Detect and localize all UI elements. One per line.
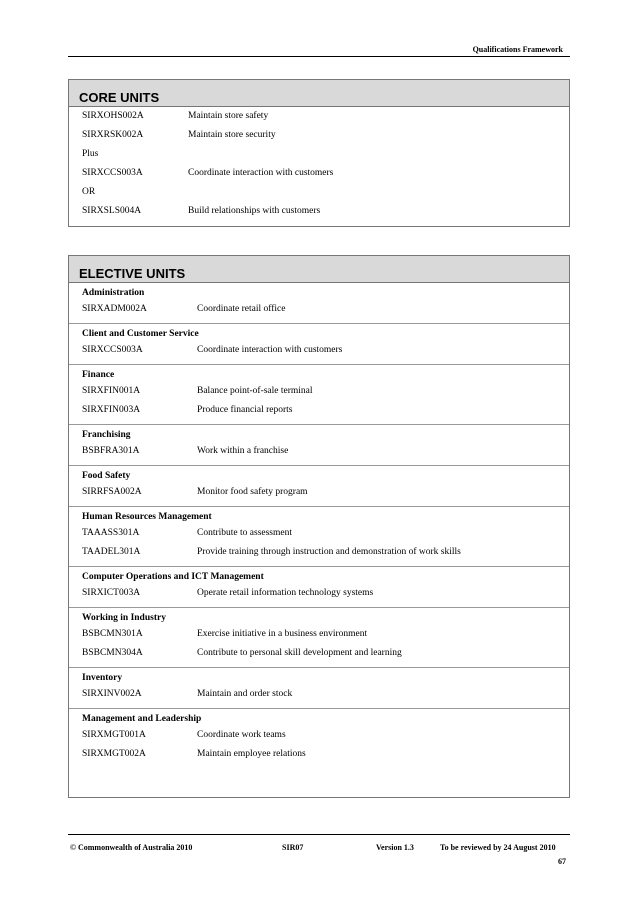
unit-code: SIRXOHS002A xyxy=(82,111,144,121)
unit-group xyxy=(69,506,569,566)
unit-row xyxy=(69,202,569,221)
unit-description: Maintain and order stock xyxy=(197,689,293,699)
unit-code: BSBFRA301A xyxy=(82,446,140,456)
unit-group-title: Finance xyxy=(82,370,115,380)
unit-row xyxy=(69,126,569,145)
unit-description: Exercise initiative in a business environment xyxy=(197,629,368,639)
elective-units-heading: ELECTIVE UNITS xyxy=(69,256,569,283)
unit-code: SIRXFIN001A xyxy=(82,386,141,396)
unit-row xyxy=(69,145,569,164)
unit-description: Provide training through instruction and demonstration of work skills xyxy=(197,547,461,557)
unit-description: Coordinate retail office xyxy=(197,304,286,314)
unit-description: Maintain employee relations xyxy=(197,749,306,759)
unit-description: Maintain store safety xyxy=(188,111,269,121)
unit-code: TAADEL301A xyxy=(82,547,141,557)
page-number: 67 xyxy=(558,857,566,866)
unit-description: Maintain store security xyxy=(188,130,276,140)
unit-row xyxy=(69,685,569,704)
unit-row xyxy=(69,300,569,319)
unit-description: Contribute to personal skill development and learning xyxy=(197,648,402,658)
unit-description: Coordinate work teams xyxy=(197,730,286,740)
unit-description: Work within a franchise xyxy=(197,446,289,456)
elective-units-groups xyxy=(69,283,569,768)
header-rule xyxy=(68,56,570,57)
elective-units-table xyxy=(68,255,570,798)
footer-rule xyxy=(68,834,570,835)
unit-description: Produce financial reports xyxy=(197,405,293,415)
unit-code: SIRXRSK002A xyxy=(82,130,144,140)
unit-row xyxy=(69,107,569,126)
unit-code: TAAASS301A xyxy=(82,528,140,538)
unit-group-title: Client and Customer Service xyxy=(82,329,199,339)
unit-row xyxy=(69,524,569,543)
unit-row xyxy=(69,183,569,202)
unit-row xyxy=(69,442,569,461)
unit-group xyxy=(69,607,569,667)
unit-group xyxy=(69,708,569,768)
unit-row xyxy=(69,164,569,183)
unit-description: Monitor food safety program xyxy=(197,487,308,497)
footer-version: Version 1.3 xyxy=(376,843,414,852)
unit-group xyxy=(69,465,569,506)
unit-row xyxy=(69,625,569,644)
core-units-heading: CORE UNITS xyxy=(69,80,569,107)
unit-group-title: Human Resources Management xyxy=(82,512,212,522)
unit-code: BSBCMN301A xyxy=(82,629,143,639)
unit-group-title: Inventory xyxy=(82,673,123,683)
unit-code: SIRXFIN003A xyxy=(82,405,141,415)
unit-description: Balance point-of-sale terminal xyxy=(197,386,313,396)
unit-row xyxy=(69,726,569,745)
unit-code: SIRXADM002A xyxy=(82,304,147,314)
unit-row xyxy=(69,745,569,764)
unit-group-title: Food Safety xyxy=(82,471,131,481)
core-units-rows xyxy=(69,107,569,221)
unit-group xyxy=(69,364,569,424)
unit-group-title: Management and Leadership xyxy=(82,714,202,724)
unit-row xyxy=(69,382,569,401)
unit-code: SIRXCCS003A xyxy=(82,345,143,355)
unit-row xyxy=(69,644,569,663)
unit-code: SIRXCCS003A xyxy=(82,168,143,178)
unit-code: SIRXMGT002A xyxy=(82,749,146,759)
unit-group xyxy=(69,424,569,465)
unit-code: SIRXSLS004A xyxy=(82,206,142,216)
unit-code: Plus xyxy=(82,149,99,159)
unit-group xyxy=(69,566,569,607)
unit-row xyxy=(69,543,569,562)
unit-code: OR xyxy=(82,187,96,197)
footer-copyright: © Commonwealth of Australia 2010 xyxy=(70,843,193,852)
unit-code: SIRXICT003A xyxy=(82,588,141,598)
footer-code: SIR07 xyxy=(282,843,304,852)
running-header: Qualifications Framework xyxy=(472,45,563,54)
unit-group-title: Franchising xyxy=(82,430,131,440)
unit-group xyxy=(69,667,569,708)
unit-description: Coordinate interaction with customers xyxy=(197,345,343,355)
unit-group xyxy=(69,323,569,364)
unit-group-title: Computer Operations and ICT Management xyxy=(82,572,264,582)
unit-row xyxy=(69,401,569,420)
unit-description: Build relationships with customers xyxy=(188,206,321,216)
unit-code: BSBCMN304A xyxy=(82,648,143,658)
unit-row xyxy=(69,584,569,603)
unit-group-title: Working in Industry xyxy=(82,613,166,623)
unit-code: SIRRFSA002A xyxy=(82,487,142,497)
unit-code: SIRXMGT001A xyxy=(82,730,146,740)
unit-code: SIRXINV002A xyxy=(82,689,142,699)
unit-group-title: Administration xyxy=(82,288,145,298)
unit-description: Contribute to assessment xyxy=(197,528,292,538)
unit-description: Coordinate interaction with customers xyxy=(188,168,334,178)
core-units-table xyxy=(68,79,570,227)
unit-group xyxy=(69,283,569,323)
unit-description: Operate retail information technology systems xyxy=(197,588,374,598)
footer-review: To be reviewed by 24 August 2010 xyxy=(440,843,556,852)
unit-row xyxy=(69,483,569,502)
unit-row xyxy=(69,341,569,360)
